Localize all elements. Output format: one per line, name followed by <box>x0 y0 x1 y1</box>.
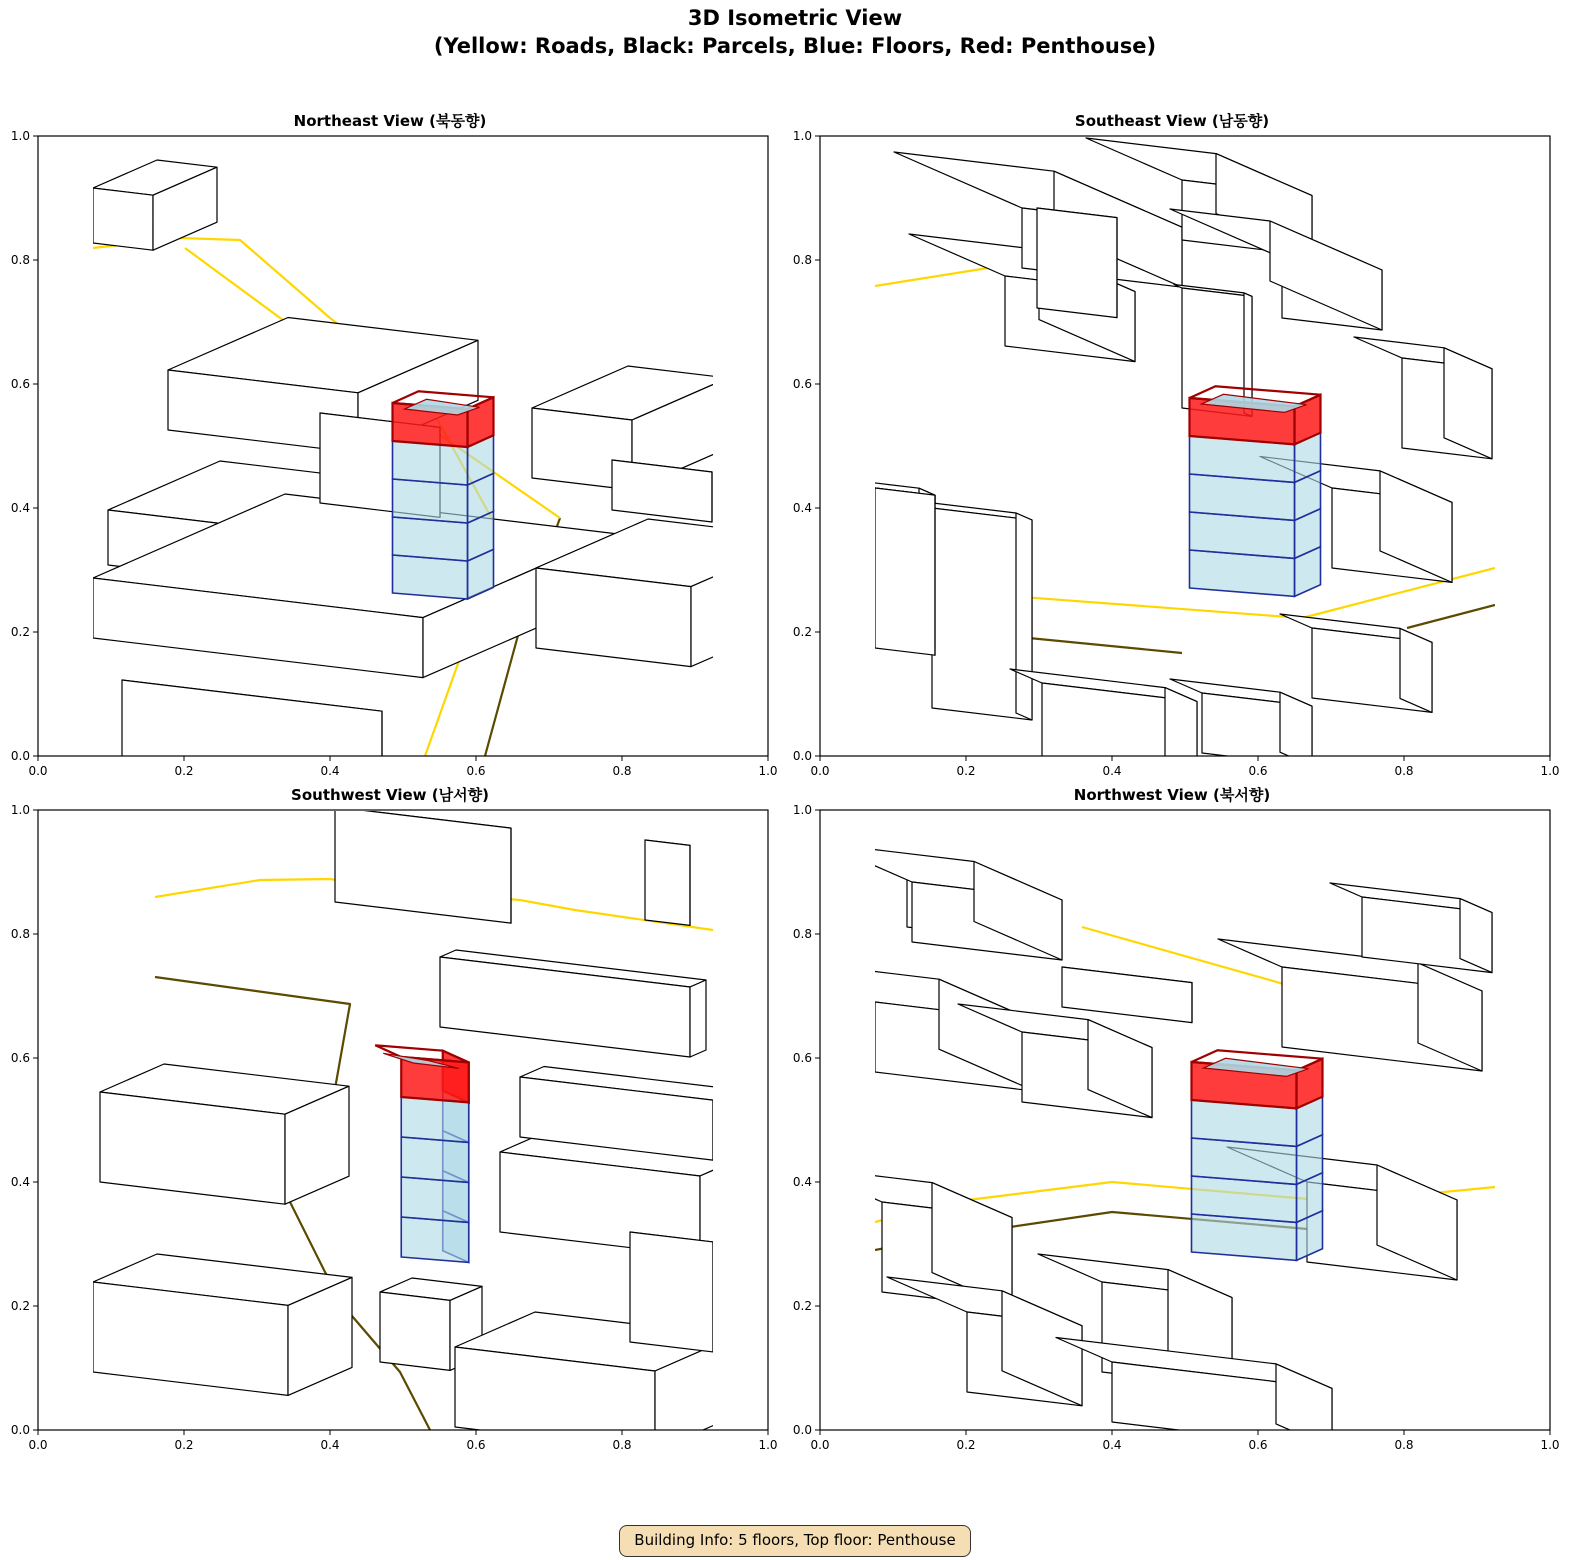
southwest-view-panel <box>0 782 780 1472</box>
y-tick-label: 0.8 <box>10 253 30 267</box>
y-tick-label: 0.2 <box>792 625 812 639</box>
x-tick-label: 0.4 <box>320 1438 340 1452</box>
floor-2-front <box>401 1177 469 1222</box>
floor-4-front <box>401 1097 469 1142</box>
figure-title-line-2: (Yellow: Roads, Black: Parcels, Blue: Floors, Red: Penthouse) <box>433 34 1157 58</box>
floor-1-front <box>393 555 468 599</box>
figure-title <box>0 4 1590 60</box>
y-tick-label: 0.0 <box>10 749 30 763</box>
parcel-building <box>645 840 690 925</box>
x-tick-label: 0.4 <box>1102 1438 1122 1452</box>
southwest-view-title: Southwest View (남서향) <box>291 786 489 804</box>
y-tick-label: 0.4 <box>792 501 812 515</box>
parcel-building <box>440 950 706 1057</box>
x-tick-label: 0.8 <box>612 1438 632 1452</box>
scene-sw <box>93 807 748 1451</box>
y-tick-label: 0.0 <box>10 1423 30 1437</box>
parcel-building <box>1354 337 1492 459</box>
parcel-building <box>1056 1338 1332 1449</box>
parcel-building-front-face <box>1062 967 1192 1023</box>
parcel-building-front-face <box>645 840 690 925</box>
x-tick-label: 0.4 <box>320 764 340 778</box>
x-tick-label: 0.6 <box>1248 764 1268 778</box>
parcel-building-front-face <box>380 1292 450 1370</box>
road-line <box>1407 605 1495 628</box>
parcel-building-side-face <box>713 1090 737 1161</box>
parcel-building <box>779 960 1035 1091</box>
parcel-building-front-face <box>630 1232 713 1352</box>
target-building <box>393 391 494 599</box>
parcel-building-side-face <box>1276 1364 1332 1449</box>
x-tick-label: 0.6 <box>1248 1438 1268 1452</box>
y-tick-label: 1.0 <box>792 803 812 817</box>
southeast-view-plot <box>782 108 1562 798</box>
parcel-building <box>1062 967 1192 1023</box>
x-tick-label: 1.0 <box>1540 764 1560 778</box>
building-info-box: Building Info: 5 floors, Top floor: Penthouse <box>619 1525 971 1557</box>
parcel-building <box>612 460 712 522</box>
floor-3-front <box>401 1137 469 1182</box>
scene-nw <box>779 844 1495 1449</box>
x-tick-label: 0.2 <box>174 1438 194 1452</box>
southwest-view-plot <box>0 782 780 1472</box>
y-tick-label: 0.6 <box>792 377 812 391</box>
parcel-building-side-face <box>1400 628 1432 712</box>
y-tick-label: 0.6 <box>792 1051 812 1065</box>
northwest-view-title: Northwest View (북서향) <box>1073 786 1271 804</box>
southeast-view-title: Southeast View (남동향) <box>1074 112 1270 130</box>
y-tick-label: 0.8 <box>792 927 812 941</box>
parcel-building-front-face <box>875 488 935 655</box>
floor-1-front <box>401 1217 469 1262</box>
parcel-building <box>122 680 382 791</box>
x-tick-label: 0.0 <box>810 764 830 778</box>
x-tick-label: 0.2 <box>956 764 976 778</box>
northeast-view-plot <box>0 108 780 798</box>
parcel-building <box>93 1254 352 1395</box>
parcel-building-front-face <box>440 957 690 1057</box>
parcel-building-side-face <box>1165 688 1197 792</box>
parcel-building <box>802 1167 1012 1308</box>
parcel-building-front-face <box>93 188 153 250</box>
y-tick-label: 0.8 <box>10 927 30 941</box>
x-tick-label: 0.8 <box>1394 764 1414 778</box>
y-tick-label: 1.0 <box>10 803 30 817</box>
penthouse-floor <box>375 1045 469 1102</box>
x-tick-label: 1.0 <box>1540 1438 1560 1452</box>
y-tick-label: 0.2 <box>792 1299 812 1313</box>
y-tick-label: 0.2 <box>10 1299 30 1313</box>
y-tick-label: 1.0 <box>10 129 30 143</box>
y-tick-label: 0.6 <box>10 377 30 391</box>
target-building <box>1192 1050 1323 1260</box>
parcel-building <box>335 807 511 923</box>
parcel-building-front-face <box>1037 208 1117 318</box>
northeast-view-panel <box>0 108 780 798</box>
northwest-view-panel <box>782 782 1562 1472</box>
target-building <box>1190 386 1321 596</box>
scene-se <box>859 138 1495 792</box>
x-tick-label: 0.8 <box>1394 1438 1414 1452</box>
parcel-building <box>93 160 217 250</box>
y-tick-label: 0.6 <box>10 1051 30 1065</box>
parcel-building-side-face <box>1016 513 1032 720</box>
x-tick-label: 0.0 <box>28 764 48 778</box>
floor-4-front <box>393 441 468 485</box>
x-tick-label: 0.4 <box>1102 764 1122 778</box>
southeast-view-panel <box>782 108 1562 798</box>
x-tick-label: 1.0 <box>758 1438 778 1452</box>
penthouse-floor <box>1192 1050 1323 1108</box>
parcel-building-front-face <box>335 807 511 923</box>
y-tick-label: 1.0 <box>792 129 812 143</box>
target-building <box>375 1045 469 1262</box>
parcel-building <box>824 844 1062 961</box>
y-tick-label: 0.0 <box>792 1423 812 1437</box>
parcel-building <box>1280 614 1432 712</box>
y-tick-label: 0.4 <box>10 501 30 515</box>
floor-3-front <box>393 479 468 523</box>
y-tick-label: 0.0 <box>792 749 812 763</box>
x-tick-label: 0.2 <box>174 764 194 778</box>
scene-ne <box>93 160 803 791</box>
northwest-view-plot <box>782 782 1562 1472</box>
y-tick-label: 0.4 <box>10 1175 30 1189</box>
y-tick-label: 0.8 <box>792 253 812 267</box>
parcel-building <box>1037 208 1117 318</box>
parcel-building <box>630 1232 713 1352</box>
x-tick-label: 0.8 <box>612 764 632 778</box>
northeast-view-title: Northeast View (북동향) <box>293 112 487 130</box>
x-tick-label: 0.2 <box>956 1438 976 1452</box>
figure-title-line-1: 3D Isometric View <box>687 6 903 30</box>
x-tick-label: 0.6 <box>466 764 486 778</box>
parcel-building <box>875 488 935 655</box>
parcel-building <box>100 1064 349 1204</box>
parcel-building-front-face <box>122 680 382 791</box>
x-tick-label: 1.0 <box>758 764 778 778</box>
x-tick-label: 0.6 <box>466 1438 486 1452</box>
floor-2-front <box>393 517 468 561</box>
parcel-building-side-face <box>690 980 706 1057</box>
x-tick-label: 0.0 <box>810 1438 830 1452</box>
y-tick-label: 0.4 <box>792 1175 812 1189</box>
y-tick-label: 0.2 <box>10 625 30 639</box>
x-tick-label: 0.0 <box>28 1438 48 1452</box>
parcel-building-front-face <box>612 460 712 522</box>
